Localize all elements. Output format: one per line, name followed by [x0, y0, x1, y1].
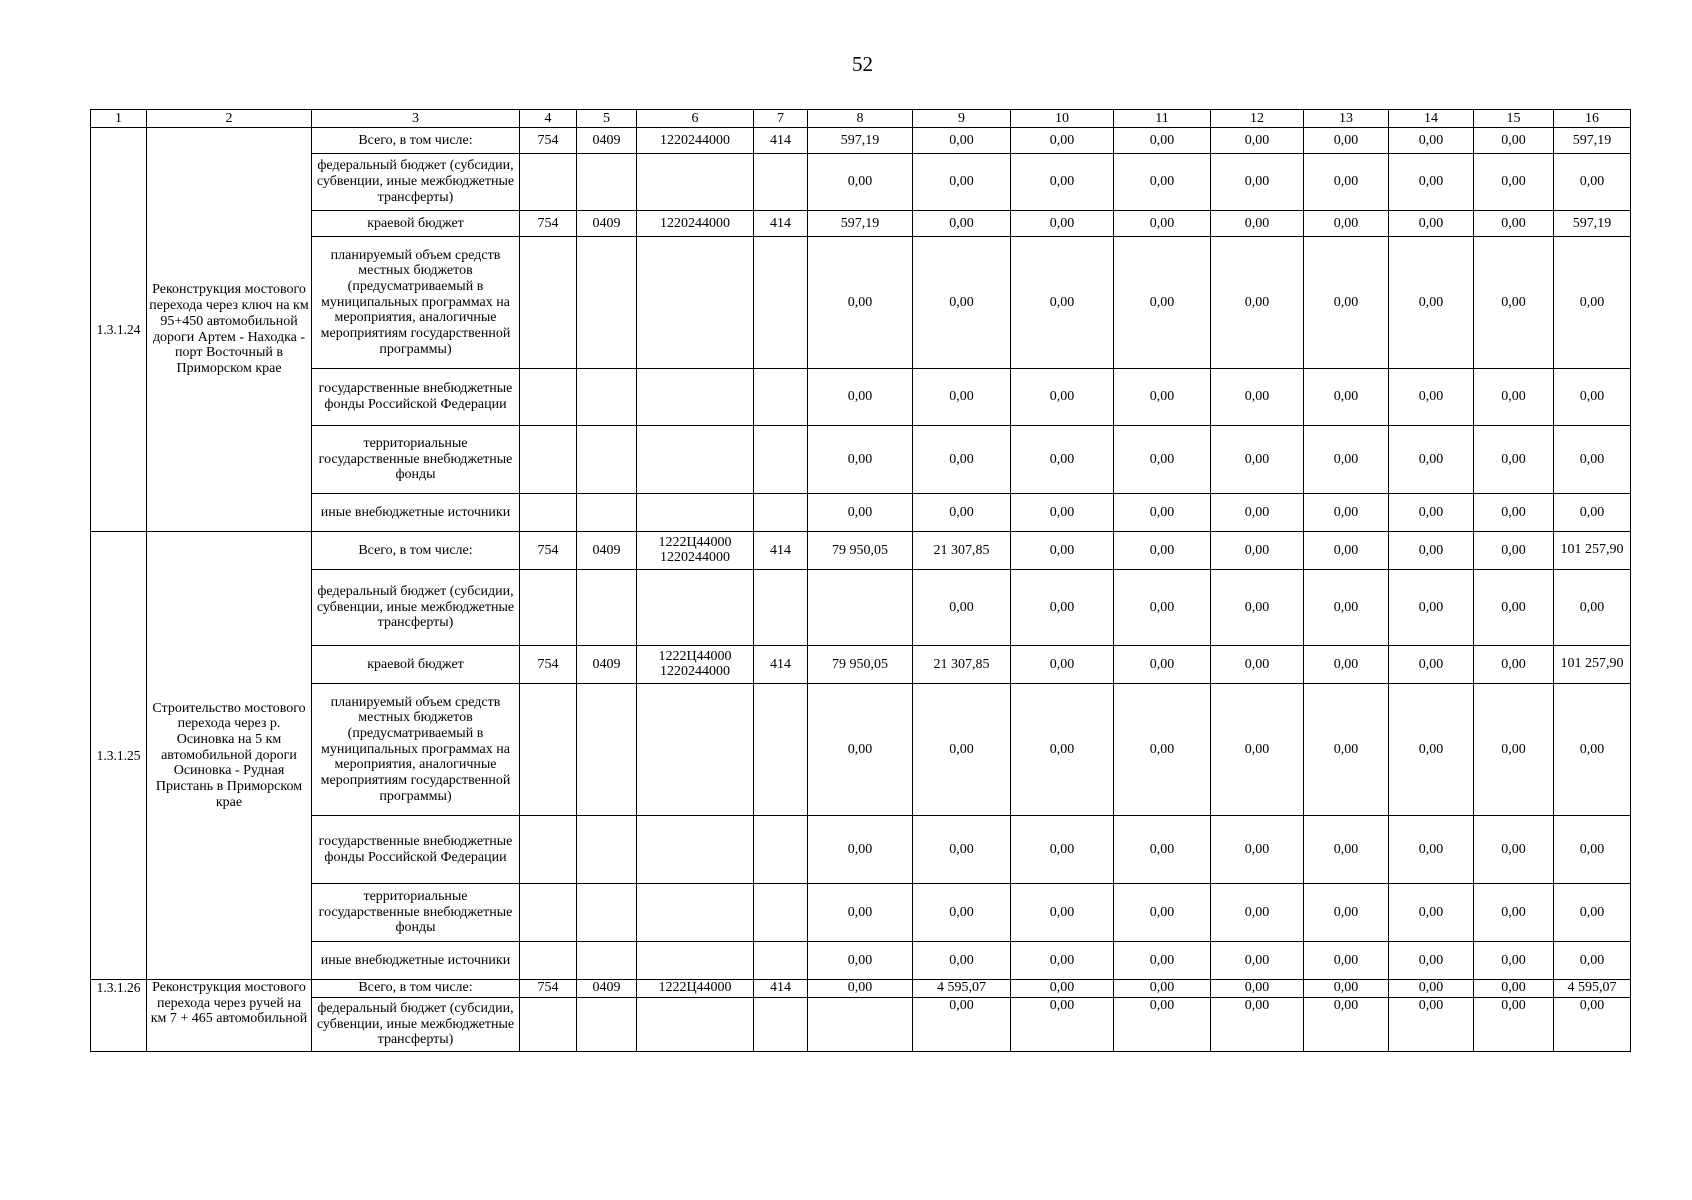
table-row: [91, 532, 1631, 570]
table-cell: 0,00: [1011, 532, 1114, 570]
table-cell: 0,00: [913, 154, 1011, 211]
table-cell: 0,00: [1554, 684, 1631, 816]
table-cell: 0,00: [1554, 998, 1631, 1052]
table-cell: 0,00: [1554, 494, 1631, 532]
table-cell: 0,00: [1114, 369, 1211, 426]
column-header: 10: [1011, 110, 1114, 128]
table-cell: 0,00: [1389, 128, 1474, 154]
budget-table: [90, 109, 1631, 1052]
table-cell: 0,00: [1304, 570, 1389, 646]
table-cell: [577, 494, 637, 532]
table-row: [91, 426, 1631, 494]
table-cell: [577, 942, 637, 980]
table-row: [91, 816, 1631, 884]
funding-source: Всего, в том числе:: [312, 128, 520, 154]
table-cell: 0,00: [1211, 494, 1304, 532]
table-cell: 0,00: [1211, 570, 1304, 646]
table-cell: [520, 570, 577, 646]
table-cell: [577, 684, 637, 816]
item-number: 1.3.1.24: [91, 128, 147, 532]
funding-source: краевой бюджет: [312, 646, 520, 684]
table-cell: 79 950,05: [808, 646, 913, 684]
table-cell: [577, 884, 637, 942]
table-cell: [754, 942, 808, 980]
table-cell: 0,00: [808, 942, 913, 980]
table-cell: 0,00: [1011, 369, 1114, 426]
table-cell: 0,00: [1304, 884, 1389, 942]
table-row: [91, 884, 1631, 942]
table-cell: 0,00: [1389, 532, 1474, 570]
table-cell: 0,00: [1114, 884, 1211, 942]
table-cell: 21 307,85: [913, 646, 1011, 684]
funding-source: федеральный бюджет (субсидии, субвенции, иные межбюджетные трансферты): [312, 570, 520, 646]
table-cell: 0,00: [1554, 816, 1631, 884]
table-cell: 0,00: [913, 998, 1011, 1052]
column-header: 16: [1554, 110, 1631, 128]
table-cell: 0,00: [1304, 816, 1389, 884]
table-cell: 0,00: [1011, 884, 1114, 942]
table-cell: 0,00: [1114, 942, 1211, 980]
table-cell: 0,00: [913, 684, 1011, 816]
table-cell: 0,00: [1211, 684, 1304, 816]
table-cell: 0,00: [1554, 237, 1631, 369]
table-cell: 414: [754, 646, 808, 684]
table-cell: [637, 816, 754, 884]
table-cell: [754, 369, 808, 426]
table-row: [91, 980, 1631, 998]
table-cell: 0,00: [1389, 816, 1474, 884]
column-header: 11: [1114, 110, 1211, 128]
table-cell: 0,00: [1389, 426, 1474, 494]
table-cell: [754, 494, 808, 532]
table-cell: 0,00: [1389, 998, 1474, 1052]
funding-source: территориальные государственные внебюджетные фонды: [312, 884, 520, 942]
table-cell: [754, 154, 808, 211]
table-cell: [1554, 646, 1631, 684]
table-cell: 79 950,05: [808, 532, 913, 570]
funding-source: государственные внебюджетные фонды Российской Федерации: [312, 369, 520, 426]
table-cell: 0,00: [1211, 884, 1304, 942]
table-cell: 0,00: [1474, 211, 1554, 237]
table-cell: 0,00: [913, 128, 1011, 154]
table-cell: 0,00: [1211, 816, 1304, 884]
table-cell: 0,00: [1389, 942, 1474, 980]
table-cell: [754, 426, 808, 494]
table-row: [91, 998, 1631, 1052]
table-cell: 0,00: [1114, 237, 1211, 369]
table-cell: 0,00: [1011, 426, 1114, 494]
table-cell: 0,00: [1474, 494, 1554, 532]
table-cell: 0,00: [1554, 942, 1631, 980]
table-cell: [577, 570, 637, 646]
table-cell: 0,00: [1114, 154, 1211, 211]
table-cell: 0,00: [1011, 684, 1114, 816]
table-cell: 1220244000: [637, 211, 754, 237]
table-cell: 0,00: [1474, 646, 1554, 684]
table-cell: [754, 816, 808, 884]
table-cell: 0,00: [1474, 942, 1554, 980]
table-cell: [754, 570, 808, 646]
table-cell: 0,00: [913, 494, 1011, 532]
table-cell: 0,00: [1211, 154, 1304, 211]
item-number: 1.3.1.25: [91, 532, 147, 980]
table-cell: 754: [520, 646, 577, 684]
table-cell: 0,00: [1011, 211, 1114, 237]
column-header: 13: [1304, 110, 1389, 128]
table-cell: [637, 237, 754, 369]
table-cell: [520, 684, 577, 816]
table-cell: 597,19: [808, 211, 913, 237]
table-cell: 0,00: [1211, 998, 1304, 1052]
table-cell: 0,00: [1211, 237, 1304, 369]
table-cell: 0409: [577, 128, 637, 154]
table-cell: 0,00: [1211, 369, 1304, 426]
table-cell: 0,00: [913, 942, 1011, 980]
table-cell: [637, 884, 754, 942]
table-cell: 0,00: [808, 426, 913, 494]
table-cell: 0,00: [1304, 426, 1389, 494]
table-cell: 0,00: [1389, 570, 1474, 646]
table-row: [91, 494, 1631, 532]
column-header: 1: [91, 110, 147, 128]
table-cell: [637, 570, 754, 646]
table-row: [91, 154, 1631, 211]
table-cell: [577, 816, 637, 884]
table-cell: [577, 426, 637, 494]
table-cell: 0,00: [1474, 426, 1554, 494]
table-cell: [637, 369, 754, 426]
table-cell: 0,00: [1389, 237, 1474, 369]
table-cell: [637, 494, 754, 532]
column-header: 2: [147, 110, 312, 128]
table-cell: [637, 646, 754, 684]
table-cell: 4 595,07: [913, 980, 1011, 998]
table-cell: 0,00: [1474, 237, 1554, 369]
table-cell: 0,00: [1011, 570, 1114, 646]
column-header: 5: [577, 110, 637, 128]
table-cell: 0409: [577, 646, 637, 684]
table-cell: 0,00: [1474, 532, 1554, 570]
table-cell: [520, 884, 577, 942]
item-name: Реконструкция мостового перехода через ключ на км 95+450 автомобильной дороги Артем - Находка - порт Восточный в Приморском крае: [147, 128, 312, 532]
table-cell: 0,00: [1114, 532, 1211, 570]
table-cell: [520, 237, 577, 369]
table-cell: [520, 494, 577, 532]
table-cell: [754, 884, 808, 942]
table-row: [91, 237, 1631, 369]
table-cell: [520, 942, 577, 980]
table-cell: 597,19: [1554, 211, 1631, 237]
table-cell: [808, 570, 913, 646]
table-cell: 0,00: [1211, 942, 1304, 980]
table-cell: 0,00: [1304, 998, 1389, 1052]
table-cell: 0,00: [1304, 684, 1389, 816]
table-row: [91, 570, 1631, 646]
table-cell: 0,00: [1011, 154, 1114, 211]
table-row: [91, 646, 1631, 684]
table-cell: 0,00: [1389, 684, 1474, 816]
table-cell: 754: [520, 211, 577, 237]
table-cell: 0,00: [1211, 646, 1304, 684]
table-cell: 0,00: [913, 816, 1011, 884]
table-cell: 0,00: [913, 884, 1011, 942]
table-cell: 0,00: [1389, 980, 1474, 998]
table-cell: 0,00: [1474, 128, 1554, 154]
table-cell: 21 307,85: [913, 532, 1011, 570]
table-cell: 597,19: [808, 128, 913, 154]
table-cell: 0,00: [1474, 998, 1554, 1052]
column-header: 15: [1474, 110, 1554, 128]
funding-source: краевой бюджет: [312, 211, 520, 237]
page-number: 52: [852, 52, 873, 76]
table-cell: 0,00: [808, 369, 913, 426]
table-cell: [577, 237, 637, 369]
table-cell: 0,00: [1304, 237, 1389, 369]
table-cell: [754, 998, 808, 1052]
table-cell: 0,00: [1554, 369, 1631, 426]
table-cell: 0,00: [1011, 816, 1114, 884]
table-cell: [520, 154, 577, 211]
table-cell: 414: [754, 211, 808, 237]
table-cell: 0,00: [1114, 211, 1211, 237]
column-header: 9: [913, 110, 1011, 128]
table-cell: 0,00: [1011, 942, 1114, 980]
table-cell: 0,00: [913, 211, 1011, 237]
table-cell: 0,00: [1114, 128, 1211, 154]
table-cell: 0,00: [808, 237, 913, 369]
table-cell: [637, 942, 754, 980]
column-header: 7: [754, 110, 808, 128]
funding-source: иные внебюджетные источники: [312, 942, 520, 980]
table-cell: 0409: [577, 532, 637, 570]
table-cell: [637, 998, 754, 1052]
header-row: [91, 110, 1631, 128]
table-cell: 0,00: [1011, 646, 1114, 684]
table-cell: 0,00: [1304, 494, 1389, 532]
table-cell: 0,00: [1211, 980, 1304, 998]
table-cell: 597,19: [1554, 128, 1631, 154]
table-cell: [520, 369, 577, 426]
table-cell: 0,00: [1211, 128, 1304, 154]
table-cell: 0,00: [1114, 684, 1211, 816]
table-cell: 0,00: [1211, 532, 1304, 570]
funding-source: Всего, в том числе:: [312, 980, 520, 998]
table-cell: [808, 998, 913, 1052]
table-cell: 0,00: [1304, 532, 1389, 570]
table-cell: 0,00: [1304, 211, 1389, 237]
funding-source: планируемый объем средств местных бюджетов (предусматриваемый в муниципальных программах на мероприятия, аналогичные мероприятиям государственной программы): [312, 237, 520, 369]
table-cell: 0,00: [1114, 570, 1211, 646]
table-cell: [577, 154, 637, 211]
item-name: Реконструкция мостового перехода через ручей на км 7 + 465 автомобильной: [147, 980, 312, 1052]
table-cell: 0,00: [1211, 426, 1304, 494]
table-cell: 0,00: [1554, 154, 1631, 211]
table-cell: 0,00: [1389, 494, 1474, 532]
table-cell: 0,00: [1304, 646, 1389, 684]
table-cell: 0,00: [1304, 128, 1389, 154]
column-header: 12: [1211, 110, 1304, 128]
table-cell: 0,00: [1114, 646, 1211, 684]
table-cell: 0,00: [913, 237, 1011, 369]
table-cell: [637, 532, 754, 570]
table-cell: [577, 369, 637, 426]
table-cell: 0,00: [1474, 980, 1554, 998]
table-cell: 0409: [577, 211, 637, 237]
funding-source: иные внебюджетные источники: [312, 494, 520, 532]
table-cell: 1220244000: [637, 128, 754, 154]
table-row: [91, 684, 1631, 816]
item-number: 1.3.1.26: [91, 980, 147, 1052]
table-cell: 0,00: [808, 494, 913, 532]
table-cell: 4 595,07: [1554, 980, 1631, 998]
table-cell: [637, 154, 754, 211]
table-cell: 0,00: [808, 980, 913, 998]
table-cell: 414: [754, 128, 808, 154]
table-cell: 0,00: [1304, 980, 1389, 998]
table-cell: [520, 998, 577, 1052]
table-cell: 414: [754, 980, 808, 998]
table-cell: 0,00: [1474, 369, 1554, 426]
total-value: 101 257,90: [1560, 656, 1624, 672]
table-cell: 0,00: [1011, 237, 1114, 369]
table-cell: 754: [520, 532, 577, 570]
table-cell: 0,00: [1114, 998, 1211, 1052]
table-cell: 0,00: [1474, 570, 1554, 646]
table-cell: 0,00: [1114, 980, 1211, 998]
table-cell: 0,00: [1114, 816, 1211, 884]
table-cell: 0,00: [1011, 998, 1114, 1052]
funding-source: Всего, в том числе:: [312, 532, 520, 570]
table-cell: 0,00: [1389, 211, 1474, 237]
table-cell: 0,00: [1011, 128, 1114, 154]
kbk-code: 1222Ц44000 1220244000: [658, 648, 732, 679]
table-cell: 1222Ц44000: [637, 980, 754, 998]
table-cell: 0,00: [808, 816, 913, 884]
total-value: 101 257,90: [1560, 542, 1624, 558]
table-cell: 0,00: [913, 369, 1011, 426]
table-cell: 0,00: [913, 426, 1011, 494]
table-cell: [754, 237, 808, 369]
table-row: [91, 211, 1631, 237]
table-row: [91, 128, 1631, 154]
funding-source: федеральный бюджет (субсидии, субвенции, иные межбюджетные трансферты): [312, 998, 520, 1052]
table-cell: 0409: [577, 980, 637, 998]
table-cell: 0,00: [1474, 816, 1554, 884]
kbk-code: 1222Ц44000 1220244000: [658, 534, 732, 565]
table-cell: 0,00: [913, 570, 1011, 646]
table-cell: 0,00: [1304, 369, 1389, 426]
table-cell: [520, 426, 577, 494]
table-cell: 0,00: [1554, 884, 1631, 942]
funding-source: территориальные государственные внебюджетные фонды: [312, 426, 520, 494]
table-cell: 0,00: [1389, 884, 1474, 942]
table-cell: 0,00: [1304, 154, 1389, 211]
table-cell: 0,00: [1011, 980, 1114, 998]
column-header: 4: [520, 110, 577, 128]
funding-source: федеральный бюджет (субсидии, субвенции, иные межбюджетные трансферты): [312, 154, 520, 211]
table-cell: [520, 816, 577, 884]
table-row: [91, 942, 1631, 980]
table-cell: [637, 684, 754, 816]
column-header: 14: [1389, 110, 1474, 128]
funding-source: планируемый объем средств местных бюджетов (предусматриваемый в муниципальных программах на мероприятия, аналогичные мероприятиям государственной программы): [312, 684, 520, 816]
table-cell: 0,00: [1474, 154, 1554, 211]
item-name: Строительство мостового перехода через р. Осиновка на 5 км автомобильной дороги Осиновка - Рудная Пристань в Приморском крае: [147, 532, 312, 980]
table-cell: [754, 684, 808, 816]
table-cell: 0,00: [1011, 494, 1114, 532]
table-cell: 0,00: [1304, 942, 1389, 980]
table-cell: 0,00: [1554, 426, 1631, 494]
funding-source: государственные внебюджетные фонды Российской Федерации: [312, 816, 520, 884]
table-cell: 0,00: [1389, 369, 1474, 426]
table-cell: 0,00: [808, 684, 913, 816]
table-cell: 0,00: [808, 884, 913, 942]
table-cell: 0,00: [1474, 684, 1554, 816]
table-cell: 0,00: [1474, 884, 1554, 942]
table-cell: 0,00: [808, 154, 913, 211]
table-cell: 0,00: [1554, 570, 1631, 646]
table-cell: [1554, 532, 1631, 570]
table-cell: 414: [754, 532, 808, 570]
table-cell: [637, 426, 754, 494]
column-header: 3: [312, 110, 520, 128]
table-cell: 0,00: [1114, 426, 1211, 494]
table-cell: 754: [520, 980, 577, 998]
table-cell: 0,00: [1114, 494, 1211, 532]
table-row: [91, 369, 1631, 426]
table-cell: 0,00: [1389, 154, 1474, 211]
table-cell: 0,00: [1211, 211, 1304, 237]
table-cell: 0,00: [1389, 646, 1474, 684]
table-cell: [577, 998, 637, 1052]
column-header: 8: [808, 110, 913, 128]
table-cell: 754: [520, 128, 577, 154]
column-header: 6: [637, 110, 754, 128]
